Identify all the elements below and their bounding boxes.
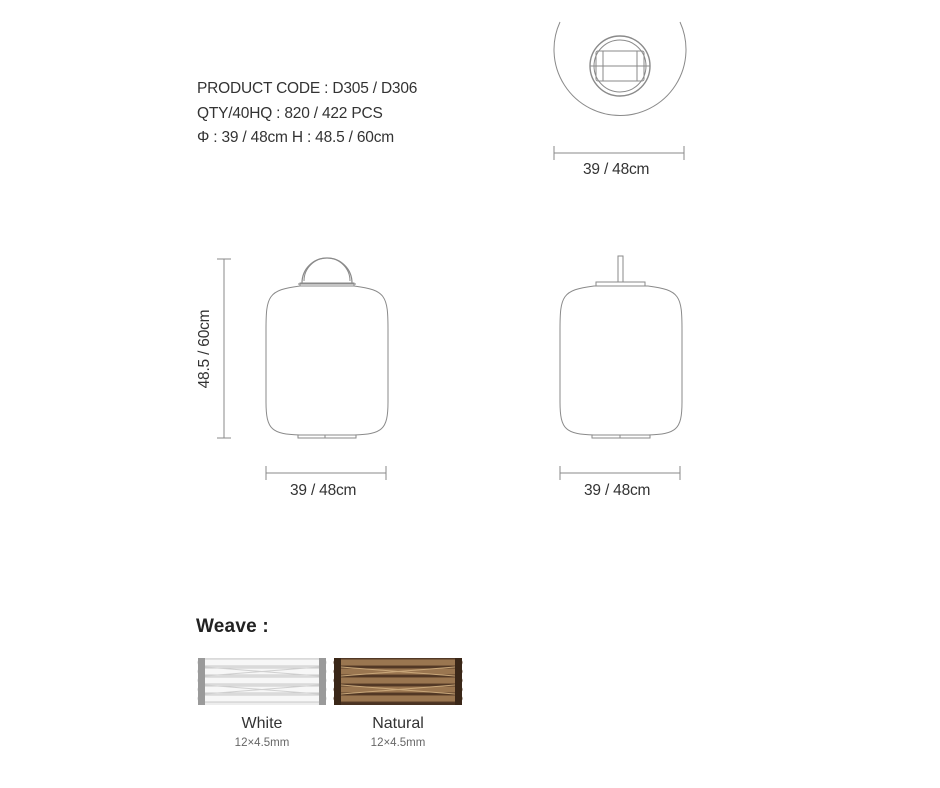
weave-name-white: White xyxy=(241,715,283,732)
side-view xyxy=(560,256,682,438)
weave-title: Weave : xyxy=(196,616,269,637)
weave-name-natural: Natural xyxy=(372,715,424,732)
top-view-width-label: 39 / 48cm xyxy=(583,161,650,178)
front-view xyxy=(266,258,388,438)
top-view-dimension-line xyxy=(554,146,684,160)
front-height-label: 48.5 / 60cm xyxy=(196,309,213,389)
quantity-per-container: QTY/40HQ : 820 / 422 PCS xyxy=(197,104,383,122)
weave-size-white: 12×4.5mm xyxy=(234,737,290,749)
side-width-label: 39 / 48cm xyxy=(584,482,651,499)
front-width-dimension-line xyxy=(266,466,386,480)
weave-size-natural: 12×4.5mm xyxy=(370,737,426,749)
product-code: PRODUCT CODE : D305 / D306 xyxy=(197,80,418,97)
side-width-dimension-line xyxy=(560,466,680,480)
front-height-dimension-line xyxy=(217,259,231,438)
top-view xyxy=(554,22,686,115)
size-spec: Φ : 39 / 48cm H : 48.5 / 60cm xyxy=(197,129,394,146)
weave-swatch-white xyxy=(198,658,326,705)
weave-swatch-natural xyxy=(334,658,462,705)
front-width-label: 39 / 48cm xyxy=(290,482,357,499)
